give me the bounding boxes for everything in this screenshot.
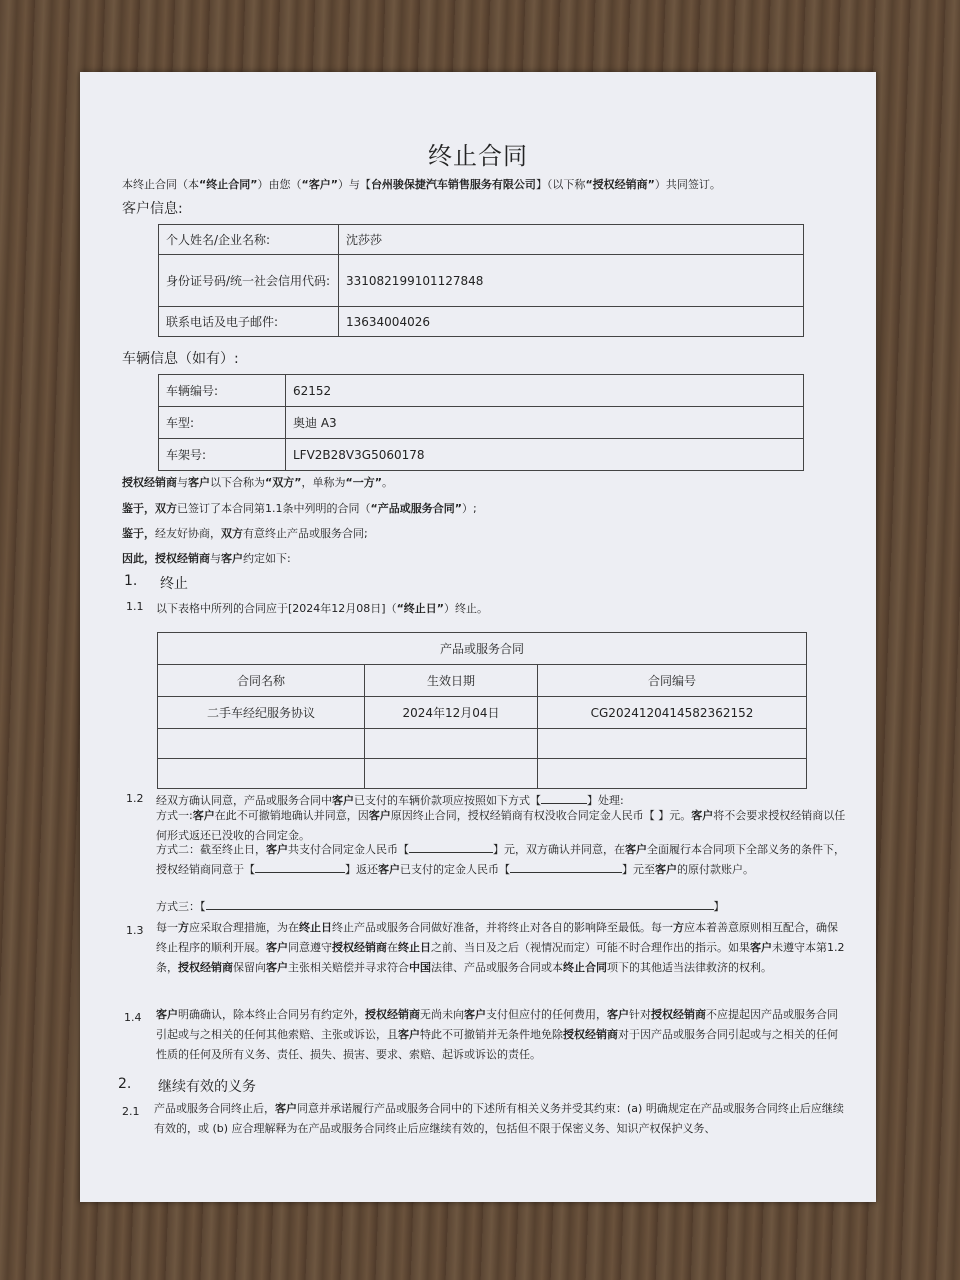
- clause-2-1-number: 2.1: [122, 1105, 140, 1118]
- section-1-number: 1.: [124, 573, 138, 589]
- contract-number-cell: [538, 729, 807, 759]
- contracts-table-caption: 产品或服务合同: [158, 633, 807, 665]
- table-row: [158, 759, 807, 789]
- clause-1-1-text: 以下表格中所列的合同应于[2024年12月08日]（“终止日”）终止。: [156, 602, 489, 615]
- header-contract-number: 合同编号: [538, 665, 807, 697]
- section-2-title: 继续有效的义务: [158, 1079, 256, 1095]
- parties-definition: 授权经销商与客户以下合称为“双方”，单称为“一方”。: [122, 476, 393, 489]
- contract-name-cell: 二手车经纪服务协议: [158, 697, 365, 729]
- customer-name-label: 个人姓名/企业名称:: [159, 225, 339, 255]
- intro-paragraph: 本终止合同（本“终止合同”）由您（“客户”）与【台州骏保捷汽车销售服务有限公司】（以下称“授权经销商”）共同签订。: [122, 178, 721, 191]
- clause-1-4-number: 1.4: [124, 1011, 142, 1024]
- clause-1-3-number: 1.3: [126, 924, 144, 937]
- section-1-title: 终止: [160, 576, 188, 592]
- clause-2-1-text: 产品或服务合同终止后，客户同意并承诺履行产品或服务合同中的下述所有相关义务并受其约束：(a) 明确规定在产品或服务合同终止后应继续有效的，或 (b) 应合理解释为在产品或服务合同终止后应继续有效的，包括但不限于保密义务、知识产权保护义务、: [154, 1102, 844, 1135]
- page-title: 终止合同: [428, 142, 528, 170]
- clause-1-2-method-3: 方式三：【 】: [156, 900, 725, 913]
- vehicle-model-value: 奥迪 A3: [286, 407, 804, 439]
- contract-number-cell: [538, 759, 807, 789]
- vehicle-vin-label: 车架号:: [159, 439, 286, 471]
- clause-1-4-text: 客户明确确认，除本终止合同另有约定外，授权经销商无尚未向客户支付但应付的任何费用，客户针对授权经销商不应提起因产品或服务合同引起或与之相关的任何其他索赔、主张或诉讼，且客户特此不可撤销并无条件地免除授权经销商对于因产品或服务合同引起或与之相关的任何性质的任何及所有义务、责任、损失、损害、要求、索赔、起诉或诉讼的责任。: [156, 1008, 838, 1061]
- contracts-table: [157, 632, 807, 789]
- clause-1-2-intro: 经双方确认同意，产品或服务合同中客户已支付的车辆价款项应按照如下方式【 】处理:: [156, 794, 624, 807]
- contract-page: [80, 72, 876, 1202]
- vehicle-info-heading: 车辆信息（如有）:: [122, 351, 239, 367]
- clause-1-2-method-2: 方式二：截至终止日，客户共支付合同定金人民币【 】元，双方确认并同意，在客户全面履行本合同项下全部义务的条件下，授权经销商同意于【 】返还客户已支付的定金人民币【 】元至客户的原付款账户。: [156, 843, 845, 876]
- vehicle-model-label: 车型:: [159, 407, 286, 439]
- contract-number-cell: CG2024120414582362152: [538, 697, 807, 729]
- whereas-clause-1: 鉴于，双方已签订了本合同第1.1条中列明的合同（“产品或服务合同”）;: [122, 502, 477, 515]
- header-effective-date: 生效日期: [365, 665, 538, 697]
- vehicle-info-table: [158, 374, 804, 471]
- contract-name-cell: [158, 759, 365, 789]
- effective-date-cell: 2024年12月04日: [365, 697, 538, 729]
- whereas-clause-2: 鉴于，经友好协商，双方有意终止产品或服务合同;: [122, 527, 368, 540]
- clause-1-2-number: 1.2: [126, 792, 144, 805]
- vehicle-vin-value: LFV2B28V3G5060178: [286, 439, 804, 471]
- vehicle-number-label: 车辆编号:: [159, 375, 286, 407]
- customer-name-value: 沈莎莎: [339, 225, 804, 255]
- customer-id-value: 331082199101127848: [339, 255, 804, 307]
- customer-contact-label: 联系电话及电子邮件:: [159, 307, 339, 337]
- vehicle-number-value: 62152: [286, 375, 804, 407]
- clause-1-2-method-1: 方式一:客户在此不可撤销地确认并同意，因客户原因终止合同，授权经销商有权没收合同定金人民币【 】元。客户将不会要求授权经销商以任何形式返还已没收的合同定金。: [156, 809, 846, 842]
- contract-name-cell: [158, 729, 365, 759]
- customer-id-label: 身份证号码/统一社会信用代码:: [159, 255, 339, 307]
- table-row: [158, 729, 807, 759]
- customer-info-heading: 客户信息:: [122, 201, 183, 217]
- table-row: [158, 697, 807, 729]
- clause-1-3-text: 每一方应采取合理措施，为在终止日终止产品或服务合同做好准备，并将终止对各自的影响降至最低。每一方应本着善意原则相互配合，确保终止程序的顺利开展。客户同意遵守授权经销商在终止日之前、当日及之后（视情况而定）可能不时合理作出的指示。如果客户未遵守本第1.2条，授权经销商保留向客户主张相关赔偿并寻求符合中国法律、产品或服务合同或本终止合同项下的其他适当法律救济的权利。: [156, 921, 845, 974]
- effective-date-cell: [365, 759, 538, 789]
- therefore-clause: 因此，授权经销商与客户约定如下:: [122, 552, 291, 565]
- customer-info-table: [158, 224, 804, 337]
- clause-1-1-number: 1.1: [126, 600, 144, 613]
- header-contract-name: 合同名称: [158, 665, 365, 697]
- section-2-number: 2.: [118, 1076, 132, 1092]
- customer-contact-value: 13634004026: [339, 307, 804, 337]
- effective-date-cell: [365, 729, 538, 759]
